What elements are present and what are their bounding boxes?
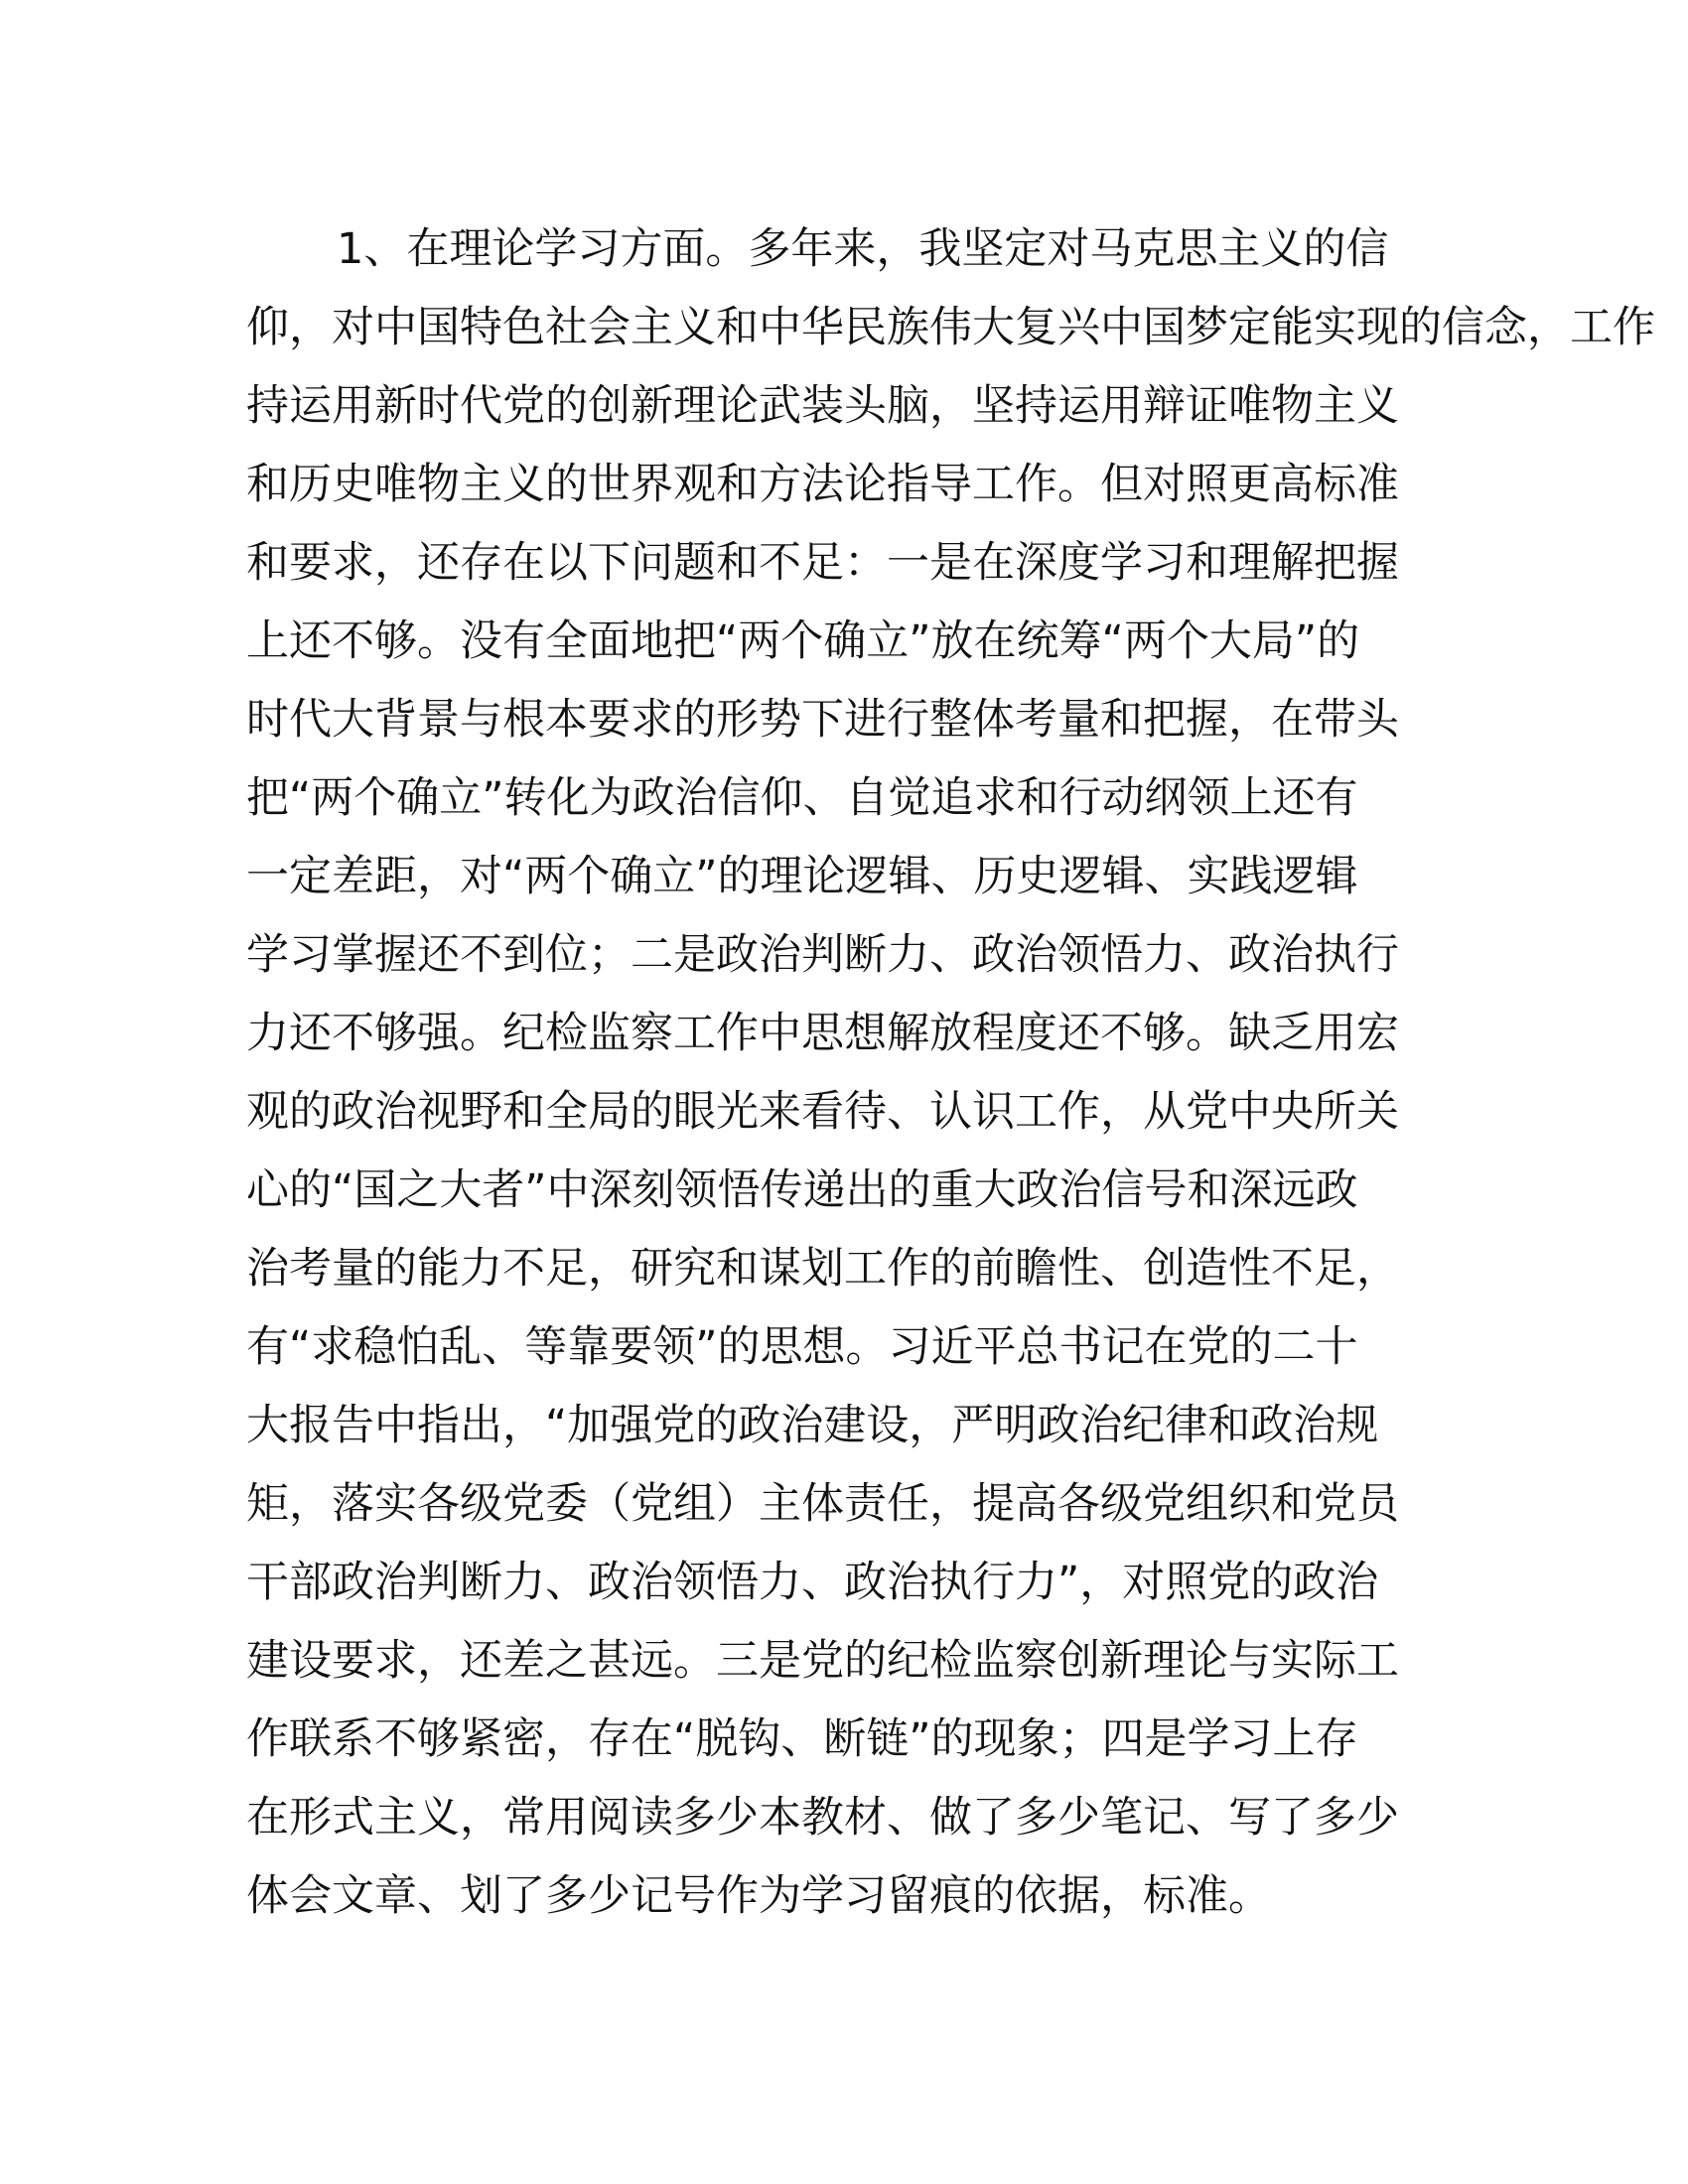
paragraph-line: 作联系不够紧密，存在“脱钩、断链”的现象；四是学习上存 — [246, 1714, 1358, 1764]
paragraph-line: 观的政治视野和全局的眼光来看待、认识工作，从党中央所关 — [246, 1087, 1399, 1137]
paragraph-line: 治考量的能力不足，研究和谋划工作的前瞻性、创造性不足， — [246, 1244, 1399, 1294]
paragraph-line: 仰，对中国特色社会主义和中华民族伟大复兴中国梦定能实现的信念，工作 — [246, 303, 1655, 352]
paragraph-line: 矩，落实各级党委（党组）主体责任，提高各级党组织和党员 — [246, 1479, 1399, 1529]
paragraph-line: 大报告中指出，“加强党的政治建设，严明政治纪律和政治规 — [246, 1401, 1379, 1450]
paragraph-line: 力还不够强。纪检监察工作中思想解放程度还不够。缺乏用宏 — [246, 1009, 1399, 1058]
body-paragraph — [246, 210, 1688, 1936]
paragraph-line: 把“两个确立”转化为政治信仰、自觉追求和行动纲领上还有 — [246, 773, 1358, 823]
paragraph-line: 上还不够。没有全面地把“两个确立”放在统筹“两个大局”的 — [246, 616, 1360, 666]
paragraph-line: 心的“国之大者”中深刻领悟传递出的重大政治信号和深远政 — [246, 1165, 1358, 1215]
paragraph-line: 时代大背景与根本要求的形势下进行整体考量和把握，在带头 — [246, 695, 1399, 745]
paragraph-line: 学习掌握还不到位；二是政治判断力、政治领悟力、政治执行 — [246, 930, 1399, 980]
paragraph-line: 有“求稳怕乱、等靠要领”的思想。习近平总书记在党的二十 — [246, 1322, 1358, 1372]
paragraph-line: 1、在理论学习方面。多年来，我坚定对马克思主义的信 — [337, 224, 1389, 274]
paragraph-line: 干部政治判断力、政治领悟力、政治执行力”，对照党的政治 — [246, 1558, 1379, 1607]
paragraph-line: 在形式主义，常用阅读多少本教材、做了多少笔记、写了多少 — [246, 1793, 1399, 1843]
paragraph-line: 和历史唯物主义的世界观和方法论指导工作。但对照更高标准 — [246, 460, 1399, 509]
paragraph-line: 建设要求，还差之甚远。三是党的纪检监察创新理论与实际工 — [246, 1636, 1399, 1686]
paragraph-line: 持运用新时代党的创新理论武装头脑，坚持运用辩证唯物主义 — [246, 381, 1399, 431]
paragraph-line: 一定差距，对“两个确立”的理论逻辑、历史逻辑、实践逻辑 — [246, 852, 1358, 901]
paragraph-line: 体会文章、划了多少记号作为学习留痕的依据，标准。 — [246, 1871, 1271, 1921]
paragraph-line: 和要求，还存在以下问题和不足：一是在深度学习和理解把握 — [246, 538, 1399, 588]
